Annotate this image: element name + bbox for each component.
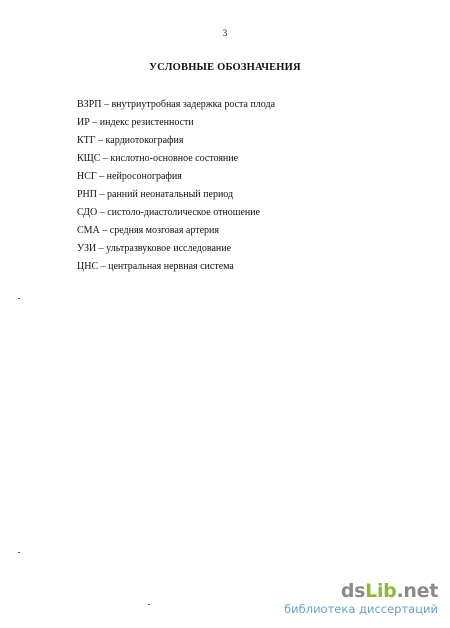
abbreviation-item: ИР – индекс резистенности (77, 117, 194, 128)
abbreviation-item: СДО – систоло-диастолическое отношение (77, 207, 261, 218)
abbreviation-item: РНП – ранний неонатальный период (77, 189, 234, 200)
abbreviation-item: КТГ – кардиотокография (77, 135, 184, 146)
dslib-watermark (284, 580, 438, 616)
abbreviation-item: КЩС – кислотно-основное состояние (77, 153, 239, 164)
watermark-logo (284, 580, 438, 602)
page-number: 3 (222, 28, 228, 38)
section-title: УСЛОВНЫЕ ОБОЗНАЧЕНИЯ (149, 62, 301, 73)
abbreviation-item: НСГ – нейросонография (77, 171, 182, 182)
abbreviation-item: ЦНС – центральная нервная система (77, 261, 234, 272)
watermark-logo-lib: Lib (365, 580, 397, 602)
abbreviation-list (77, 96, 275, 276)
abbreviation-item: УЗИ – ультразвуковое исследование (77, 243, 232, 254)
watermark-subtitle: библиотека диссертаций (284, 602, 438, 616)
scan-speck (18, 552, 20, 553)
scan-speck (18, 298, 20, 299)
scan-speck (148, 604, 150, 605)
abbreviation-item: ВЗРП – внутриутробная задержка роста плода (77, 99, 276, 110)
watermark-logo-ds: ds (340, 580, 366, 602)
abbreviation-item: СМА – средняя мозговая артерия (77, 225, 219, 236)
watermark-logo-net: .net (396, 580, 438, 602)
